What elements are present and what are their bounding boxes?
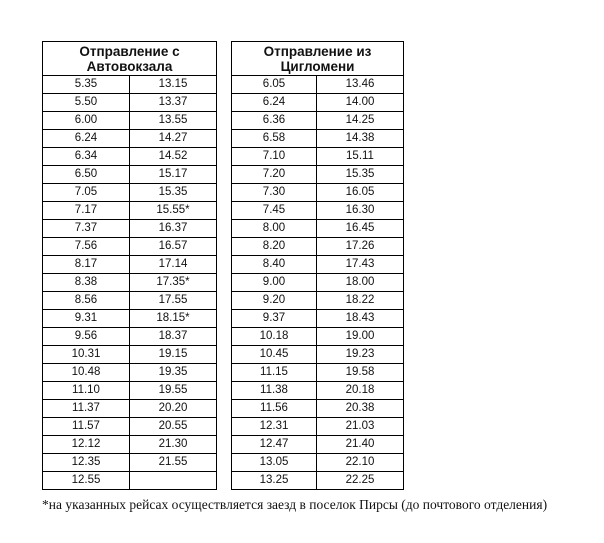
table-cell: 16.57 bbox=[130, 238, 217, 256]
table-row bbox=[232, 166, 404, 184]
table-cell: 19.15 bbox=[130, 346, 217, 364]
table-row bbox=[232, 472, 404, 490]
table-cell: 12.47 bbox=[232, 436, 317, 454]
table-cell: 6.24 bbox=[43, 130, 130, 148]
table-cell: 19.55 bbox=[130, 382, 217, 400]
table-row bbox=[43, 130, 217, 148]
table-row bbox=[232, 112, 404, 130]
table-row bbox=[43, 166, 217, 184]
table-cell: 6.05 bbox=[232, 76, 317, 94]
table-cell: 19.23 bbox=[317, 346, 404, 364]
table-row bbox=[43, 220, 217, 238]
table-row bbox=[43, 400, 217, 418]
table-row bbox=[232, 400, 404, 418]
table-row bbox=[43, 454, 217, 472]
table-cell: 7.37 bbox=[43, 220, 130, 238]
table-cell: 22.25 bbox=[317, 472, 404, 490]
table-cell: 9.00 bbox=[232, 274, 317, 292]
table-cell: 18.43 bbox=[317, 310, 404, 328]
table-cell: 14.00 bbox=[317, 94, 404, 112]
table-cell: 17.55 bbox=[130, 292, 217, 310]
table-header-tsiglomen: Отправление из Цигломени bbox=[232, 42, 404, 76]
table-cell: 21.03 bbox=[317, 418, 404, 436]
table-cell: 20.20 bbox=[130, 400, 217, 418]
table-cell: 11.56 bbox=[232, 400, 317, 418]
table-row bbox=[232, 382, 404, 400]
table-cell: 8.17 bbox=[43, 256, 130, 274]
table-cell: 14.38 bbox=[317, 130, 404, 148]
table-cell: 18.37 bbox=[130, 328, 217, 346]
table-cell: 7.10 bbox=[232, 148, 317, 166]
table-row bbox=[43, 382, 217, 400]
table-cell: 10.48 bbox=[43, 364, 130, 382]
table-cell: 16.45 bbox=[317, 220, 404, 238]
table-row bbox=[232, 328, 404, 346]
table-cell: 16.30 bbox=[317, 202, 404, 220]
table-row bbox=[232, 238, 404, 256]
table-cell: 11.38 bbox=[232, 382, 317, 400]
table-row bbox=[43, 184, 217, 202]
table-cell: 14.52 bbox=[130, 148, 217, 166]
table-row bbox=[232, 364, 404, 382]
table-row bbox=[43, 364, 217, 382]
schedule-table-tsiglomen bbox=[231, 41, 404, 490]
table-row bbox=[232, 94, 404, 112]
table-cell: 20.18 bbox=[317, 382, 404, 400]
table-cell: 17.35* bbox=[130, 274, 217, 292]
table-cell: 15.35 bbox=[130, 184, 217, 202]
table-row bbox=[43, 346, 217, 364]
table-cell: 17.14 bbox=[130, 256, 217, 274]
table-cell: 13.37 bbox=[130, 94, 217, 112]
table-cell: 6.34 bbox=[43, 148, 130, 166]
table-cell: 19.35 bbox=[130, 364, 217, 382]
footnote: *на указанных рейсах осуществляется заезд в поселок Пирсы (до почтового отделения) bbox=[42, 497, 548, 512]
table-cell: 19.58 bbox=[317, 364, 404, 382]
table-cell: 12.31 bbox=[232, 418, 317, 436]
table-row bbox=[232, 418, 404, 436]
table-cell: 17.26 bbox=[317, 238, 404, 256]
table-cell: 17.43 bbox=[317, 256, 404, 274]
table-cell: 15.35 bbox=[317, 166, 404, 184]
table-header-bus-station: Отправление с Автовокзала bbox=[43, 42, 217, 76]
table-row bbox=[43, 274, 217, 292]
table-row bbox=[232, 202, 404, 220]
table-cell: 21.30 bbox=[130, 436, 217, 454]
table-cell: 9.37 bbox=[232, 310, 317, 328]
table-cell: 11.15 bbox=[232, 364, 317, 382]
table-body-bus-station bbox=[43, 76, 217, 490]
table-cell: 6.50 bbox=[43, 166, 130, 184]
table-row bbox=[43, 418, 217, 436]
table-cell: 13.46 bbox=[317, 76, 404, 94]
table-row bbox=[43, 94, 217, 112]
table-cell: 16.37 bbox=[130, 220, 217, 238]
table-cell: 18.15* bbox=[130, 310, 217, 328]
table-row bbox=[43, 472, 217, 490]
table-cell: 9.20 bbox=[232, 292, 317, 310]
table-row bbox=[232, 148, 404, 166]
table-cell: 14.25 bbox=[317, 112, 404, 130]
table-cell: 10.31 bbox=[43, 346, 130, 364]
table-cell: 6.00 bbox=[43, 112, 130, 130]
table-body-tsiglomen bbox=[232, 76, 404, 490]
table-row bbox=[232, 130, 404, 148]
table-cell: 21.55 bbox=[130, 454, 217, 472]
table-cell: 22.10 bbox=[317, 454, 404, 472]
table-cell: 19.00 bbox=[317, 328, 404, 346]
table-cell: 5.50 bbox=[43, 94, 130, 112]
table-row bbox=[43, 76, 217, 94]
table-cell: 13.15 bbox=[130, 76, 217, 94]
table-row bbox=[43, 148, 217, 166]
table-cell: 12.55 bbox=[43, 472, 130, 490]
table-cell: 7.20 bbox=[232, 166, 317, 184]
table-cell: 20.38 bbox=[317, 400, 404, 418]
table-cell: 13.55 bbox=[130, 112, 217, 130]
table-row bbox=[232, 184, 404, 202]
table-cell: 18.22 bbox=[317, 292, 404, 310]
table-row bbox=[43, 292, 217, 310]
table-row bbox=[43, 202, 217, 220]
table-cell: 9.31 bbox=[43, 310, 130, 328]
table-cell: 8.38 bbox=[43, 274, 130, 292]
table-row bbox=[232, 346, 404, 364]
table-cell: 15.11 bbox=[317, 148, 404, 166]
table-row bbox=[232, 274, 404, 292]
table-cell: 16.05 bbox=[317, 184, 404, 202]
table-cell: 5.35 bbox=[43, 76, 130, 94]
table-row bbox=[43, 436, 217, 454]
table-cell: 11.57 bbox=[43, 418, 130, 436]
table-cell: 9.56 bbox=[43, 328, 130, 346]
table-cell: 7.30 bbox=[232, 184, 317, 202]
table-cell: 11.37 bbox=[43, 400, 130, 418]
table-cell: 8.00 bbox=[232, 220, 317, 238]
table-row bbox=[43, 112, 217, 130]
table-row bbox=[232, 292, 404, 310]
table-cell: 12.35 bbox=[43, 454, 130, 472]
table-cell: 14.27 bbox=[130, 130, 217, 148]
table-row bbox=[232, 220, 404, 238]
table-row bbox=[232, 256, 404, 274]
table-cell: 7.17 bbox=[43, 202, 130, 220]
table-cell: 13.05 bbox=[232, 454, 317, 472]
table-cell: 6.24 bbox=[232, 94, 317, 112]
table-row bbox=[232, 76, 404, 94]
table-cell: 6.36 bbox=[232, 112, 317, 130]
table-cell: 10.18 bbox=[232, 328, 317, 346]
schedule-table-bus-station bbox=[42, 41, 217, 490]
table-cell: 8.20 bbox=[232, 238, 317, 256]
table-cell bbox=[130, 472, 217, 490]
table-cell: 13.25 bbox=[232, 472, 317, 490]
table-cell: 7.05 bbox=[43, 184, 130, 202]
table-cell: 7.56 bbox=[43, 238, 130, 256]
table-cell: 21.40 bbox=[317, 436, 404, 454]
table-row bbox=[232, 436, 404, 454]
table-cell: 8.40 bbox=[232, 256, 317, 274]
table-cell: 20.55 bbox=[130, 418, 217, 436]
table-row bbox=[43, 328, 217, 346]
table-row bbox=[43, 238, 217, 256]
table-cell: 7.45 bbox=[232, 202, 317, 220]
table-cell: 6.58 bbox=[232, 130, 317, 148]
table-row bbox=[43, 256, 217, 274]
table-cell: 18.00 bbox=[317, 274, 404, 292]
table-row bbox=[232, 454, 404, 472]
table-cell: 11.10 bbox=[43, 382, 130, 400]
table-cell: 12.12 bbox=[43, 436, 130, 454]
table-cell: 10.45 bbox=[232, 346, 317, 364]
table-row bbox=[43, 310, 217, 328]
table-row bbox=[232, 310, 404, 328]
table-cell: 15.17 bbox=[130, 166, 217, 184]
table-cell: 15.55* bbox=[130, 202, 217, 220]
table-cell: 8.56 bbox=[43, 292, 130, 310]
